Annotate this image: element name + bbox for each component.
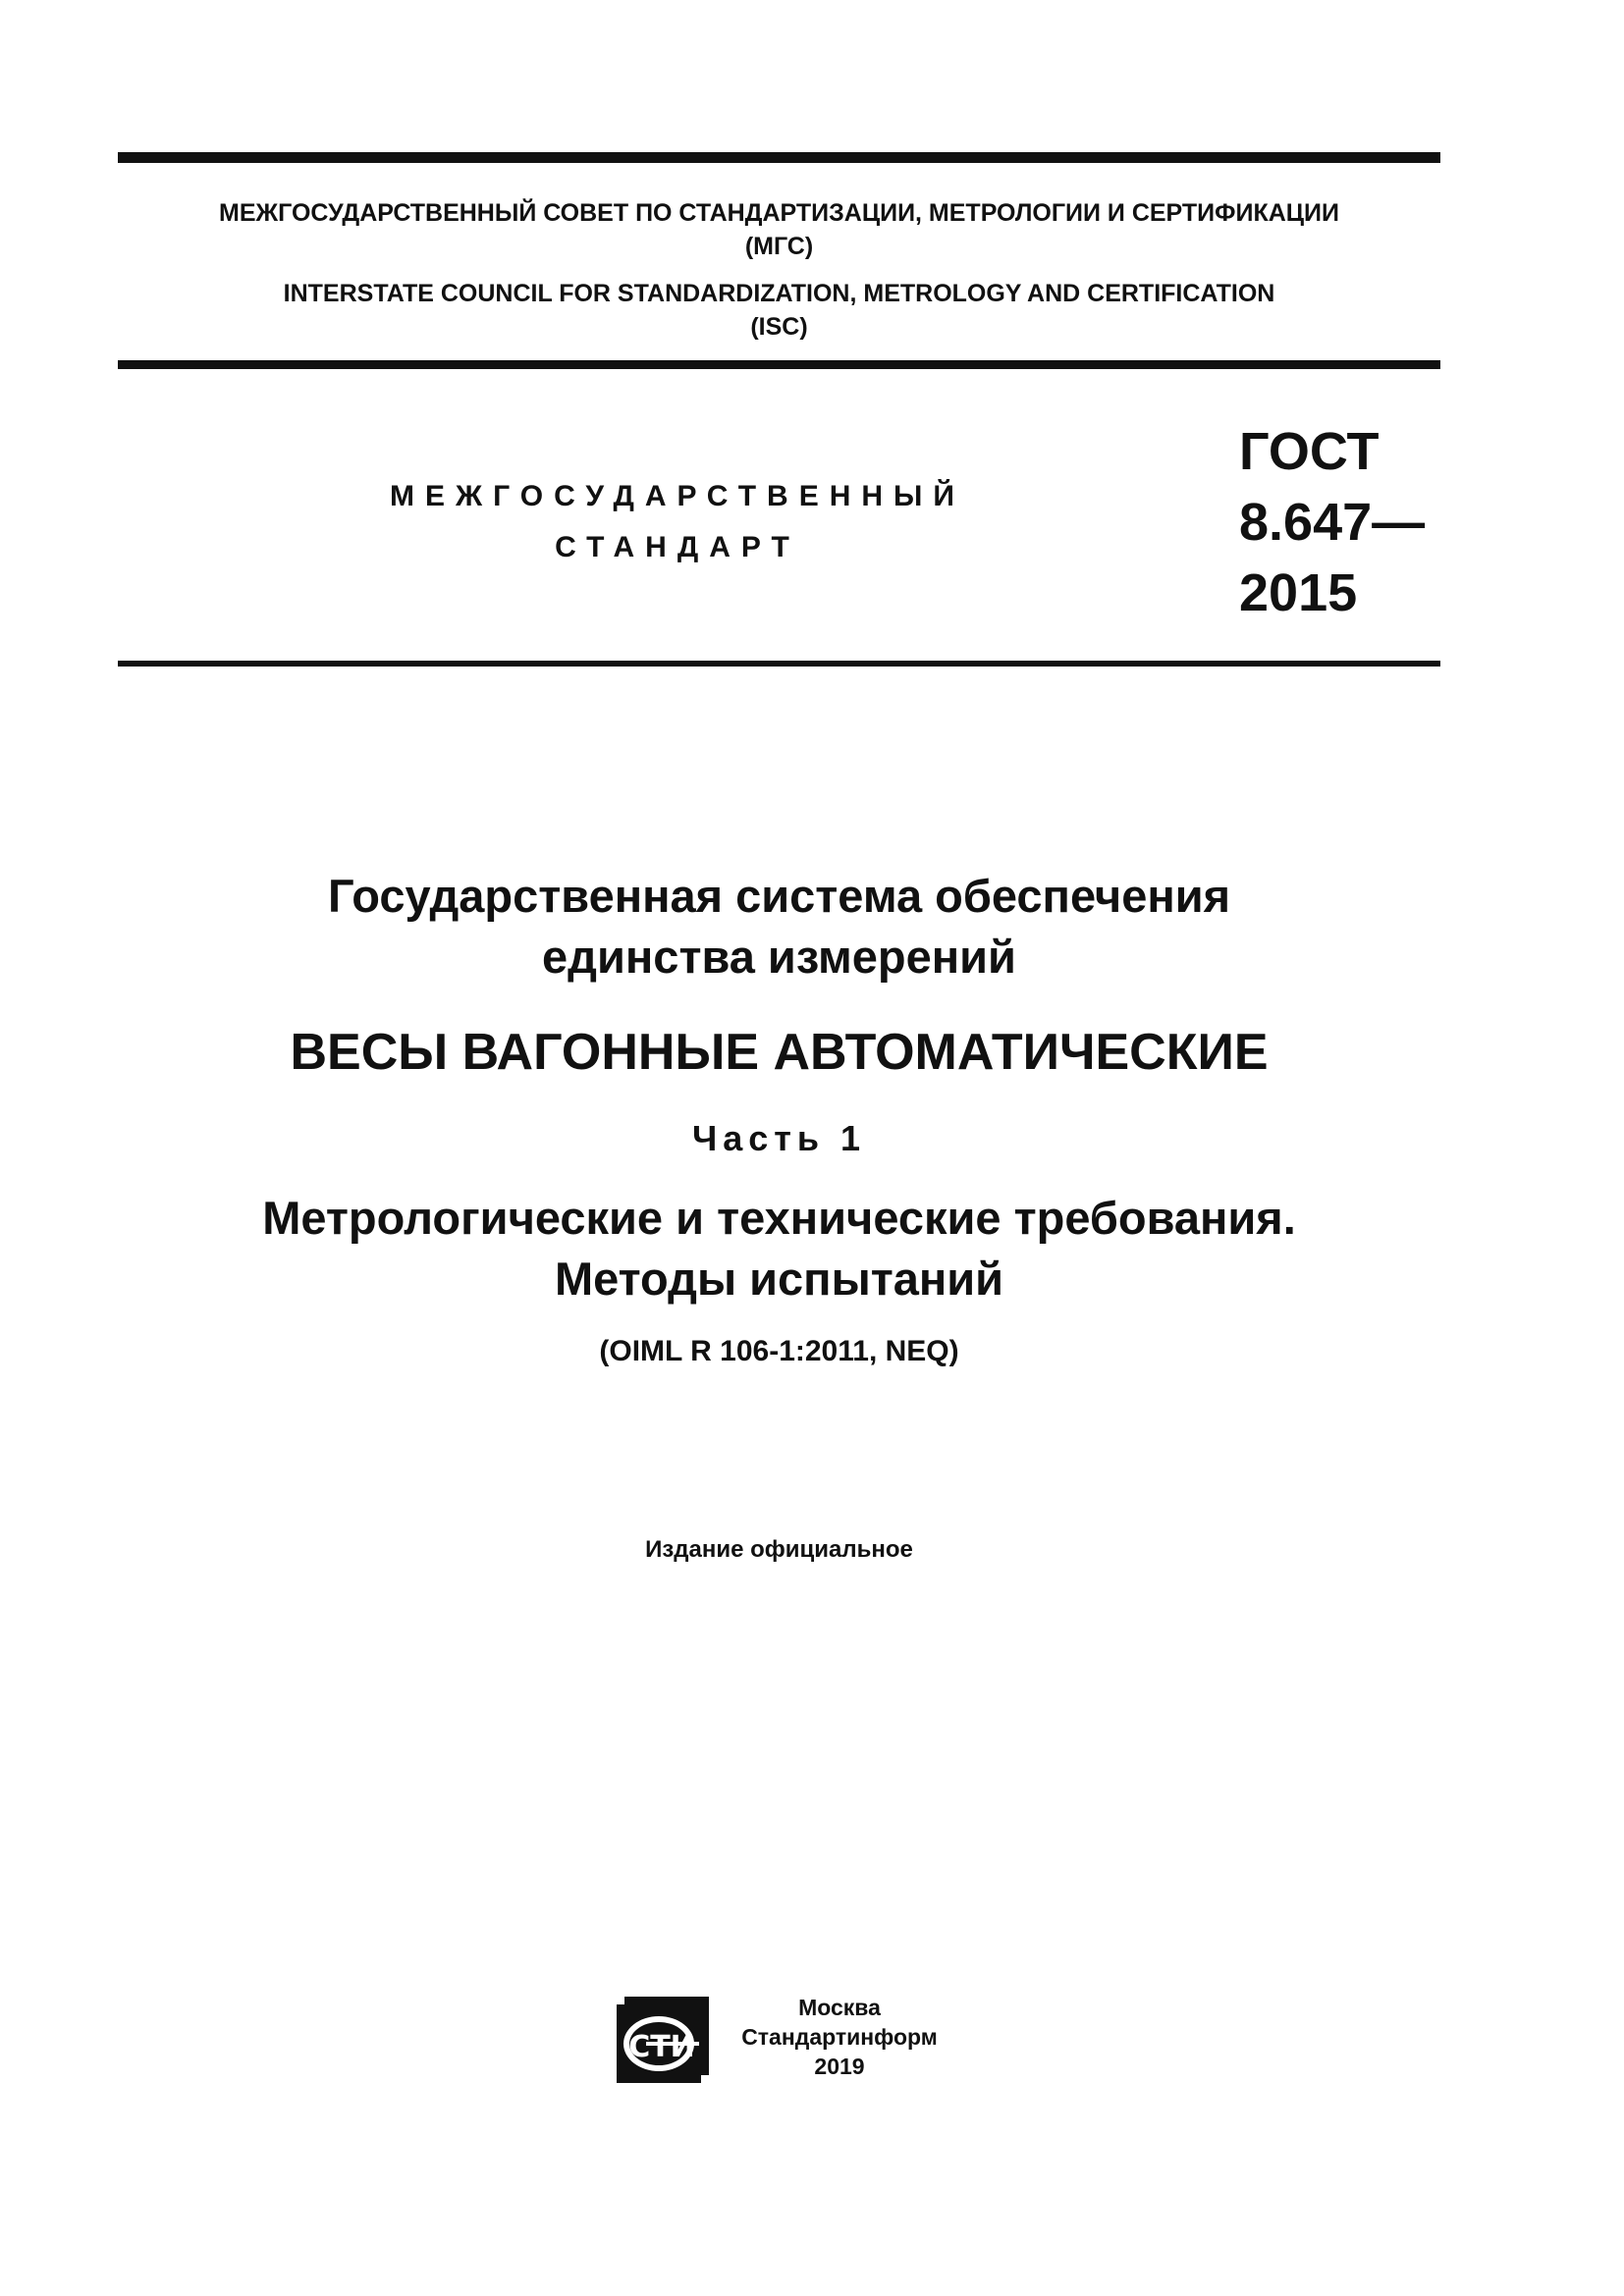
gost-number-line1: ГОСТ <box>1239 422 1380 481</box>
part-label: Часть 1 <box>691 1118 867 1158</box>
council-name-en <box>118 277 1440 344</box>
publisher-footer <box>609 1987 962 2095</box>
council-abbr-en: (ISC) <box>750 313 808 341</box>
standard-kind-line1: МЕЖГОСУДАРСТВЕННЫЙ <box>390 480 965 512</box>
logo-text: СТИ <box>628 2030 695 2064</box>
council-name-ru-line1: МЕЖГОСУДАРСТВЕННЫЙ СОВЕТ ПО СТАНДАРТИЗАЦИИ, МЕТРОЛОГИИ И СЕРТИФИКАЦИИ <box>219 199 1339 227</box>
publisher-info <box>727 1993 952 2081</box>
part-title <box>118 1188 1440 1309</box>
main-title: ВЕСЫ ВАГОННЫЕ АВТОМАТИЧЕСКИЕ <box>290 1024 1269 1081</box>
oiml-reference: (OIML R 106-1:2011, NEQ) <box>599 1335 959 1367</box>
system-title-line1: Государственная система обеспечения <box>327 870 1231 922</box>
system-title <box>118 866 1440 988</box>
part-title-line2: Методы испытаний <box>554 1253 1004 1305</box>
gost-number-line2: 8.647— <box>1239 493 1426 552</box>
top-rule <box>118 152 1440 163</box>
gost-number-line3: 2015 <box>1239 563 1358 622</box>
council-name-ru <box>118 196 1440 263</box>
edition-label: Издание официальное <box>645 1536 913 1563</box>
publisher-name: Стандартинформ <box>741 2024 938 2050</box>
part-title-line1: Метрологические и технические требования. <box>262 1192 1296 1244</box>
standard-kind-line2: СТАНДАРТ <box>555 531 800 563</box>
middle-rule <box>118 360 1440 369</box>
publication-year: 2019 <box>814 2054 865 2079</box>
publisher-city: Москва <box>798 1995 881 2020</box>
system-title-line2: единства измерений <box>542 931 1016 983</box>
standartinform-logo-icon <box>617 1997 709 2083</box>
gost-number <box>1239 416 1425 628</box>
standard-kind <box>334 471 1021 573</box>
council-abbr-ru: (МГС) <box>744 233 814 260</box>
lower-rule <box>118 661 1440 667</box>
council-name-en-line1: INTERSTATE COUNCIL FOR STANDARDIZATION, METROLOGY AND CERTIFICATION <box>283 280 1275 307</box>
